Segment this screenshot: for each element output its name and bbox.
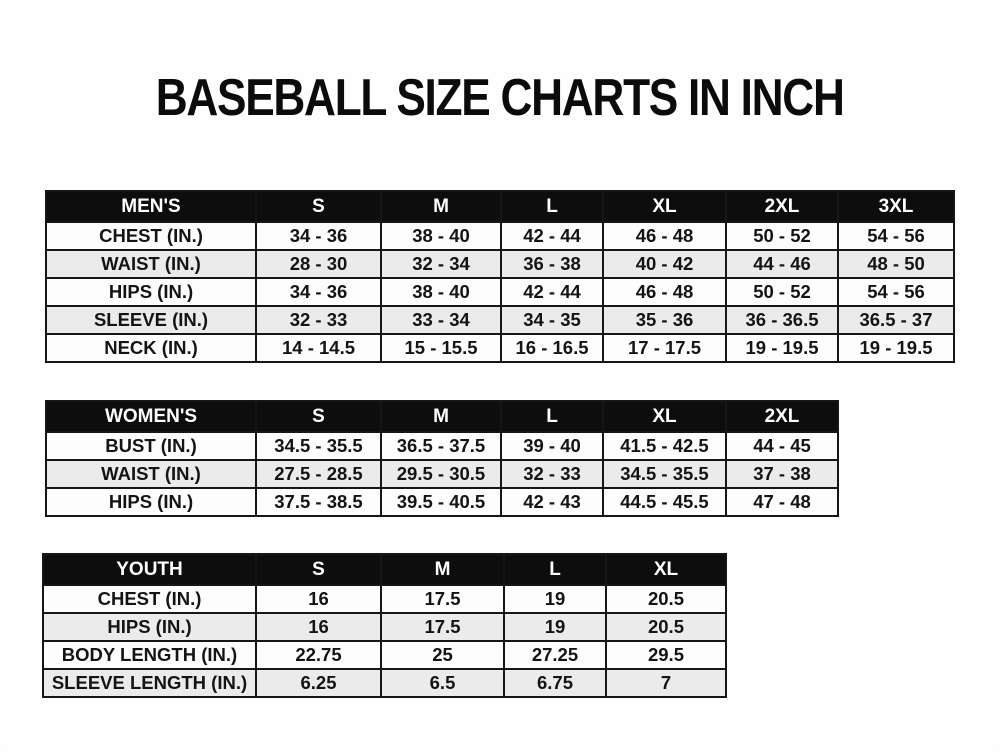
row-label-cell: WAIST (IN.): [46, 460, 256, 488]
size-value-cell: 37.5 - 38.5: [256, 488, 381, 516]
size-value-cell: 35 - 36: [603, 306, 726, 334]
size-value-cell: 17.5: [381, 585, 504, 613]
size-value-cell: 6.75: [504, 669, 606, 697]
womens-size-table: [45, 400, 839, 517]
size-value-cell: 36 - 36.5: [726, 306, 838, 334]
size-value-cell: 19: [504, 613, 606, 641]
page-title-text: BASEBALL SIZE CHARTS IN INCH: [156, 69, 844, 127]
row-label-cell: WAIST (IN.): [46, 250, 256, 278]
size-value-cell: 20.5: [606, 585, 726, 613]
row-label-cell: NECK (IN.): [46, 334, 256, 362]
size-value-cell: 42 - 43: [501, 488, 603, 516]
size-value-cell: 50 - 52: [726, 222, 838, 250]
table-row-mens-chest: [46, 222, 954, 250]
row-label-cell: SLEEVE LENGTH (IN.): [43, 669, 256, 697]
size-value-cell: 19: [504, 585, 606, 613]
size-value-cell: 19 - 19.5: [838, 334, 954, 362]
size-value-cell: 39 - 40: [501, 432, 603, 460]
youth-col-header-m: M: [381, 554, 504, 585]
size-value-cell: 36.5 - 37: [838, 306, 954, 334]
mens-col-header-xl: XL: [603, 191, 726, 222]
youth-col-header-l: L: [504, 554, 606, 585]
youth-col-header-s: S: [256, 554, 381, 585]
table-row-youth-sleeve-length: [43, 669, 726, 697]
size-value-cell: 17.5: [381, 613, 504, 641]
table-row-mens-hips: [46, 278, 954, 306]
size-value-cell: 20.5: [606, 613, 726, 641]
size-value-cell: 44.5 - 45.5: [603, 488, 726, 516]
table-row-mens-neck: [46, 334, 954, 362]
mens-table-title-cell: MEN'S: [46, 191, 256, 222]
size-value-cell: 46 - 48: [603, 222, 726, 250]
size-value-cell: 27.5 - 28.5: [256, 460, 381, 488]
row-label-cell: HIPS (IN.): [43, 613, 256, 641]
size-value-cell: 6.5: [381, 669, 504, 697]
womens-col-header-xl: XL: [603, 401, 726, 432]
size-value-cell: 27.25: [504, 641, 606, 669]
size-value-cell: 29.5 - 30.5: [381, 460, 501, 488]
size-value-cell: 14 - 14.5: [256, 334, 381, 362]
size-value-cell: 54 - 56: [838, 278, 954, 306]
size-value-cell: 42 - 44: [501, 222, 603, 250]
womens-col-header-s: S: [256, 401, 381, 432]
table-row-womens-hips: [46, 488, 838, 516]
row-label-cell: SLEEVE (IN.): [46, 306, 256, 334]
youth-header-row: [43, 554, 726, 585]
size-value-cell: 16 - 16.5: [501, 334, 603, 362]
womens-header-row: [46, 401, 838, 432]
size-value-cell: 50 - 52: [726, 278, 838, 306]
size-value-cell: 32 - 34: [381, 250, 501, 278]
size-value-cell: 54 - 56: [838, 222, 954, 250]
size-value-cell: 34 - 35: [501, 306, 603, 334]
size-value-cell: 7: [606, 669, 726, 697]
mens-col-header-l: L: [501, 191, 603, 222]
mens-size-table: [45, 190, 955, 363]
table-row-youth-body-length: [43, 641, 726, 669]
row-label-cell: BODY LENGTH (IN.): [43, 641, 256, 669]
womens-table-title-cell: WOMEN'S: [46, 401, 256, 432]
size-value-cell: 15 - 15.5: [381, 334, 501, 362]
mens-header-row: [46, 191, 954, 222]
size-value-cell: 22.75: [256, 641, 381, 669]
row-label-cell: CHEST (IN.): [43, 585, 256, 613]
size-value-cell: 16: [256, 585, 381, 613]
size-value-cell: 25: [381, 641, 504, 669]
size-value-cell: 32 - 33: [256, 306, 381, 334]
size-value-cell: 48 - 50: [838, 250, 954, 278]
womens-col-header-m: M: [381, 401, 501, 432]
mens-col-header-3xl: 3XL: [838, 191, 954, 222]
size-value-cell: 28 - 30: [256, 250, 381, 278]
row-label-cell: BUST (IN.): [46, 432, 256, 460]
size-value-cell: 17 - 17.5: [603, 334, 726, 362]
size-value-cell: 41.5 - 42.5: [603, 432, 726, 460]
table-row-mens-sleeve: [46, 306, 954, 334]
youth-col-header-xl: XL: [606, 554, 726, 585]
size-value-cell: 34.5 - 35.5: [256, 432, 381, 460]
table-row-mens-waist: [46, 250, 954, 278]
row-label-cell: CHEST (IN.): [46, 222, 256, 250]
size-value-cell: 33 - 34: [381, 306, 501, 334]
size-value-cell: 32 - 33: [501, 460, 603, 488]
table-row-womens-bust: [46, 432, 838, 460]
table-row-youth-chest: [43, 585, 726, 613]
size-value-cell: 38 - 40: [381, 278, 501, 306]
womens-col-header-2xl: 2XL: [726, 401, 838, 432]
youth-table-title-cell: YOUTH: [43, 554, 256, 585]
size-value-cell: 36.5 - 37.5: [381, 432, 501, 460]
youth-size-table: [42, 553, 727, 698]
size-value-cell: 46 - 48: [603, 278, 726, 306]
page-title: [0, 68, 1000, 128]
row-label-cell: HIPS (IN.): [46, 488, 256, 516]
womens-col-header-l: L: [501, 401, 603, 432]
size-value-cell: 16: [256, 613, 381, 641]
size-value-cell: 38 - 40: [381, 222, 501, 250]
size-value-cell: 44 - 46: [726, 250, 838, 278]
size-value-cell: 6.25: [256, 669, 381, 697]
size-value-cell: 47 - 48: [726, 488, 838, 516]
mens-col-header-2xl: 2XL: [726, 191, 838, 222]
mens-col-header-m: M: [381, 191, 501, 222]
size-value-cell: 19 - 19.5: [726, 334, 838, 362]
table-row-womens-waist: [46, 460, 838, 488]
size-value-cell: 34 - 36: [256, 222, 381, 250]
mens-col-header-s: S: [256, 191, 381, 222]
size-value-cell: 44 - 45: [726, 432, 838, 460]
size-value-cell: 36 - 38: [501, 250, 603, 278]
table-row-youth-hips: [43, 613, 726, 641]
size-value-cell: 34.5 - 35.5: [603, 460, 726, 488]
row-label-cell: HIPS (IN.): [46, 278, 256, 306]
size-value-cell: 29.5: [606, 641, 726, 669]
size-value-cell: 39.5 - 40.5: [381, 488, 501, 516]
size-value-cell: 37 - 38: [726, 460, 838, 488]
size-value-cell: 42 - 44: [501, 278, 603, 306]
size-value-cell: 34 - 36: [256, 278, 381, 306]
size-value-cell: 40 - 42: [603, 250, 726, 278]
